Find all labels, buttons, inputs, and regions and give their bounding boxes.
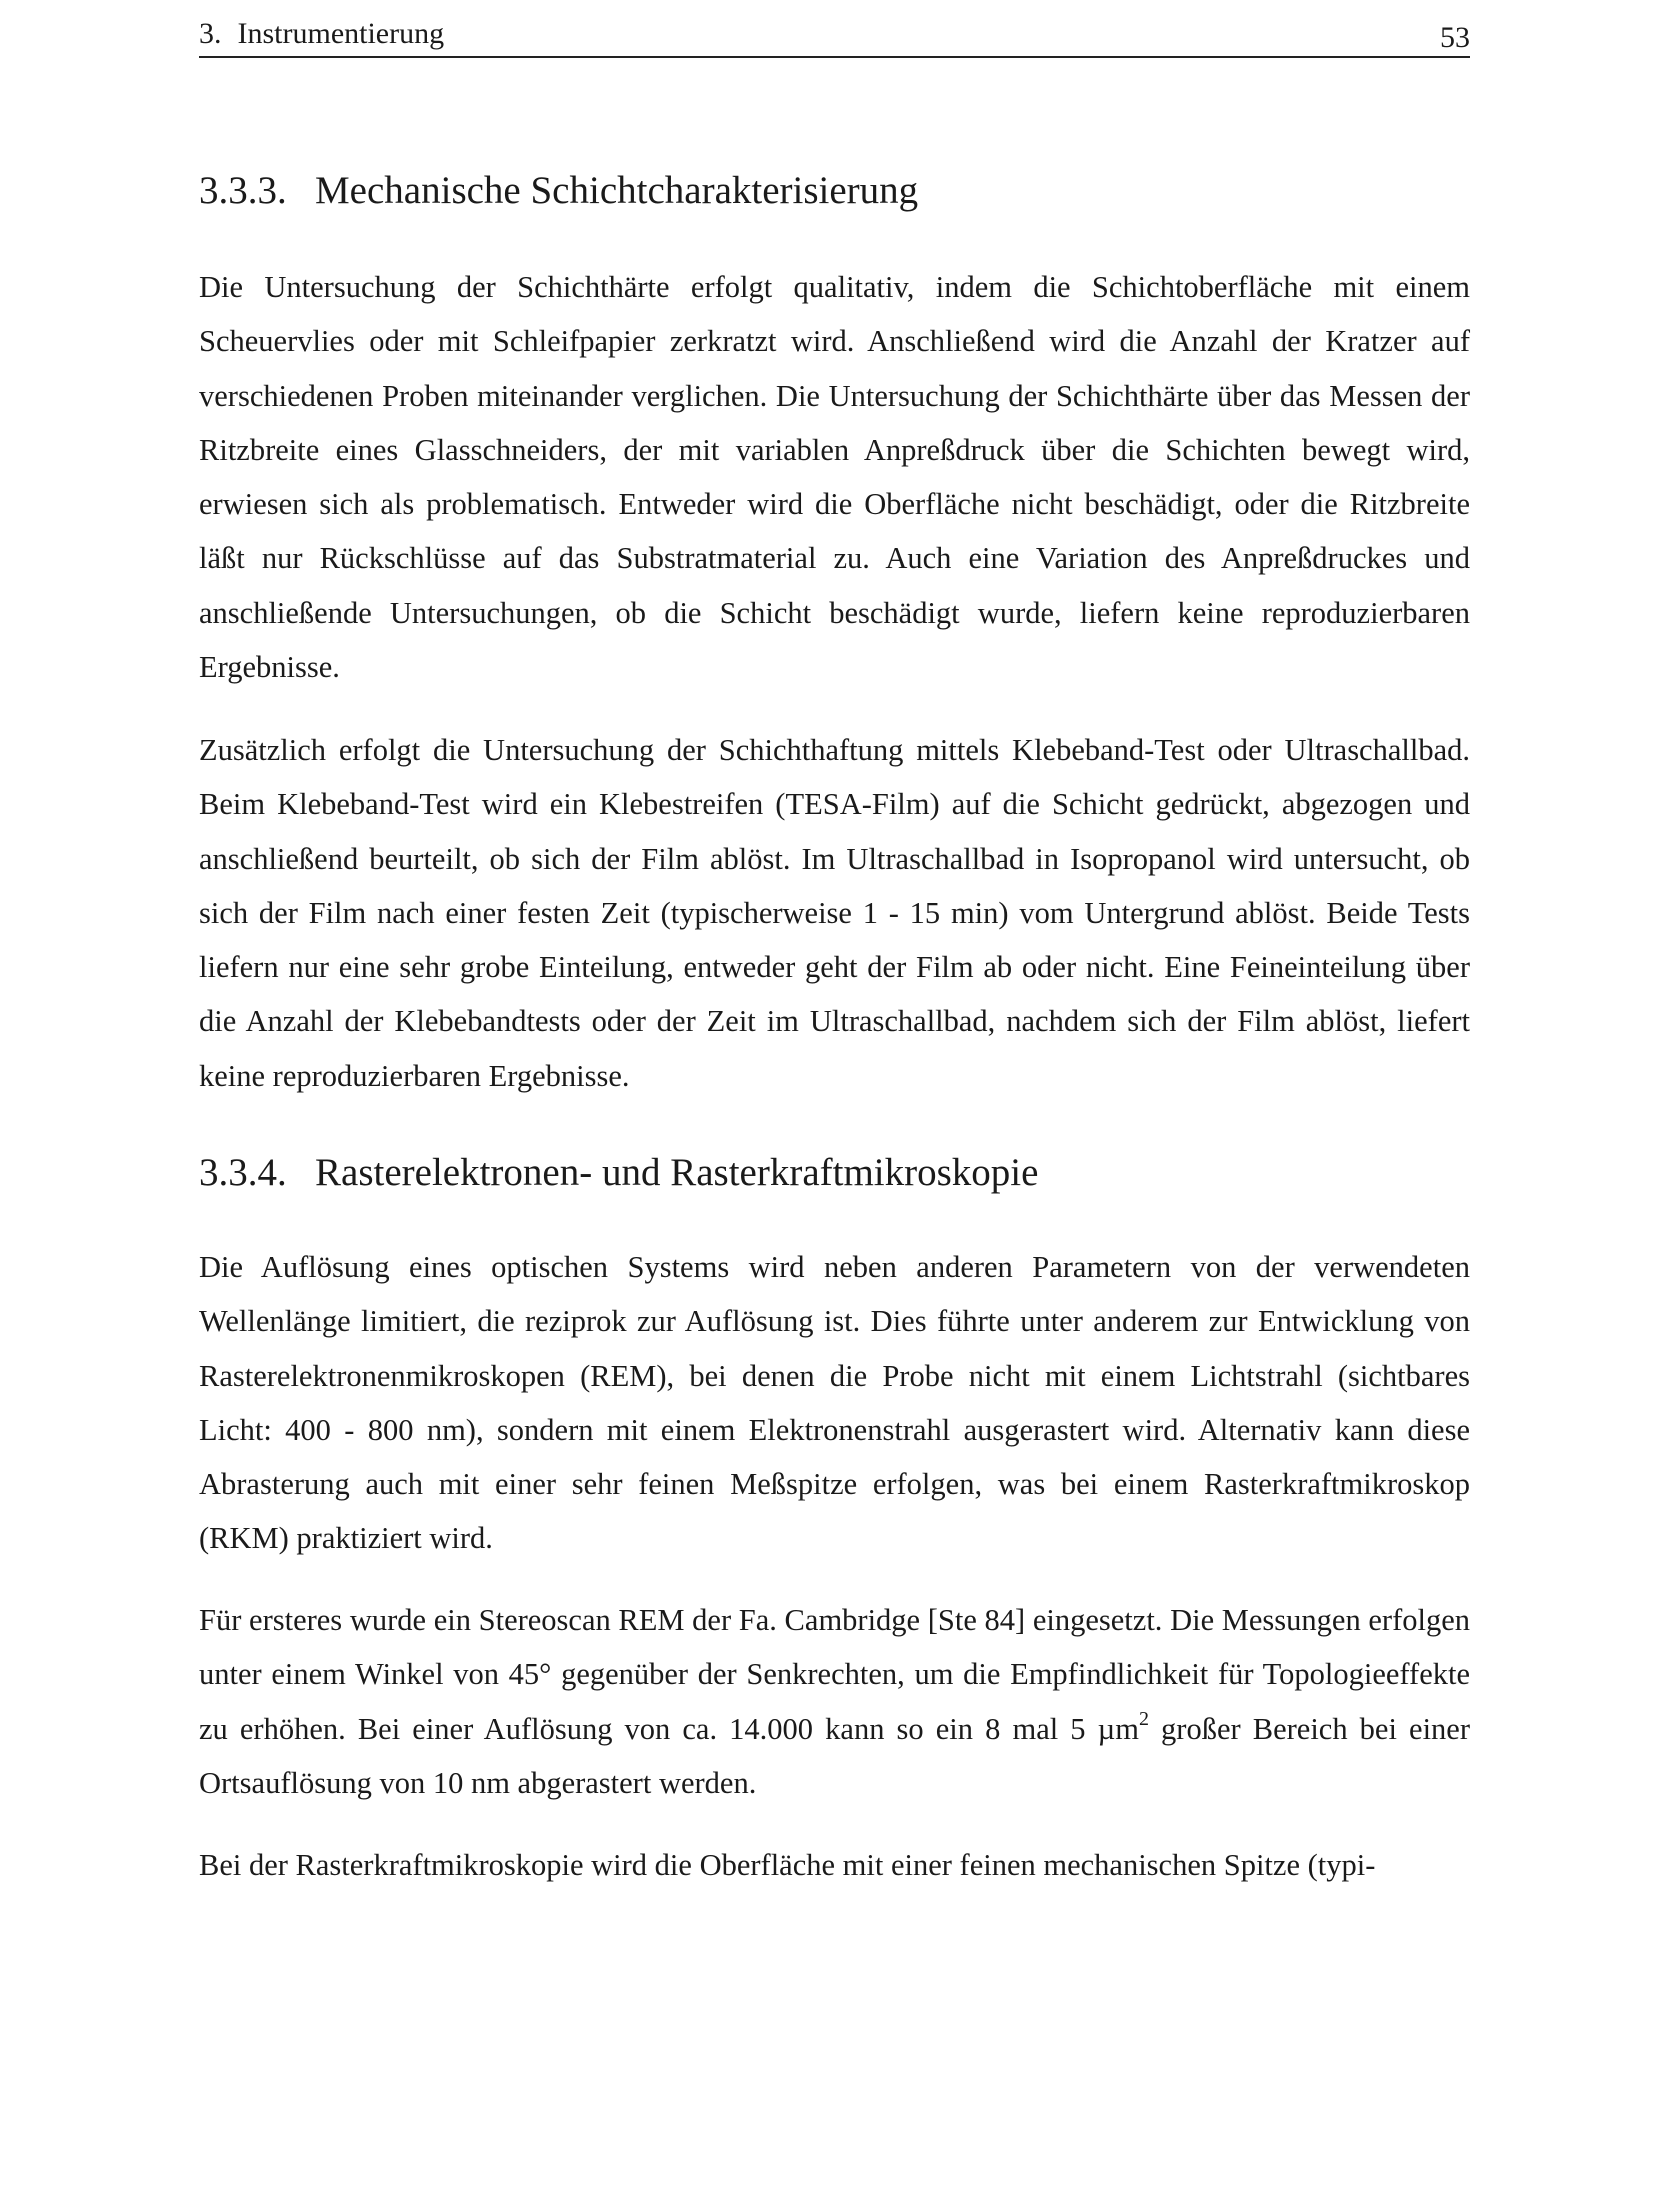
paragraph-stereoscan-rem [199,1593,1470,1810]
paragraph-text: Für ersteres wurde ein Stereoscan REM der Fa. Cambridge [Ste 84] eingesetzt. Die Messungen erfolgen unter einem Winkel von 45° gegenüber der Senkrechten, um die Empfindlichkeit für Topologieeffekte zu erhöhen. Bei einer Auflösung von ca. 14.000 kann so ein 8 mal 5 µm [199,1603,1470,1746]
paragraph-aufloesung: Die Auflösung eines optischen Systems wird neben anderen Parametern von der verwendeten Wellenlänge limitiert, die reziprok zur Auflösung ist. Dies führte unter anderem zur Entwicklung von Rasterelektronenmikroskopen (REM), bei denen die Probe nicht mit einem Lichtstrahl (sichtbares Licht: 400 - 800 nm), sondern mit einem Elektronenstrahl ausgerastert wird. Alternativ kann diese Abrasterung auch mit einer sehr feinen Meßspitze erfolgen, was bei einem Rasterkraftmikroskop (RKM) praktiziert wird. [199,1250,1470,1556]
section-title-text: Rasterelektronen- und Rasterkraftmikroskopie [315,1151,1039,1194]
section-title-text: Mechanische Schichtcharakterisierung [315,169,919,212]
page-number: 53 [1440,21,1470,54]
paragraph-rasterkraftmikroskopie: Bei der Rasterkraftmikroskopie wird die Oberfläche mit einer feinen mechanischen Spitze (typi- [199,1848,1376,1882]
section-number: 3.3.4. [199,1151,287,1194]
running-header [199,8,1470,58]
superscript: 2 [1138,1707,1149,1730]
paragraph-text: großer Bereich bei einer Ortsauflösung von 10 nm abgerastert werden. [199,1711,1470,1800]
section-heading-3-3-3 [199,166,1470,216]
chapter-number: 3. [199,17,222,50]
running-header-chapter [199,12,444,56]
chapter-title: Instrumentierung [237,17,445,50]
section-heading-3-3-4 [199,1148,1470,1198]
paragraph-schichthaerte: Die Untersuchung der Schichthärte erfolgt qualitativ, indem die Schichtoberfläche mit einem Scheuervlies oder mit Schleifpapier zerkratzt wird. Anschließend wird die Anzahl der Kratzer auf verschiedenen Proben miteinander verglichen. Die Untersuchung der Schichthärte über das Messen der Ritzbreite eines Glasschneiders, der mit variablen Anpreßdruck über die Schichten bewegt wird, erwiesen sich als problematisch. Entweder wird die Oberfläche nicht beschädigt, oder die Ritzbreite läßt nur Rückschlüsse auf das Substratmaterial zu. Auch eine Variation des Anpreßdruckes und anschließende Untersuchungen, ob die Schicht beschädigt wurde, liefern keine reproduzierbaren Ergebnisse. [199,270,1470,685]
paragraph-schichthaftung: Zusätzlich erfolgt die Untersuchung der Schichthaftung mittels Klebeband-Test oder Ultraschallbad. Beim Klebeband-Test wird ein Klebestreifen (TESA-Film) auf die Schicht gedrückt, abgezogen und anschließend beurteilt, ob sich der Film ablöst. Im Ultraschallbad in Isopropanol wird untersucht, ob sich der Film nach einer festen Zeit (typischerweise 1 - 15 min) vom Untergrund ablöst. Beide Tests liefern nur eine sehr grobe Einteilung, entweder geht der Film ab oder nicht. Eine Feineinteilung über die Anzahl der Klebebandtests oder der Zeit im Ultraschallbad, nachdem sich der Film ablöst, liefert keine reproduzierbaren Ergebnisse. [199,733,1470,1093]
section-number: 3.3.3. [199,169,287,212]
